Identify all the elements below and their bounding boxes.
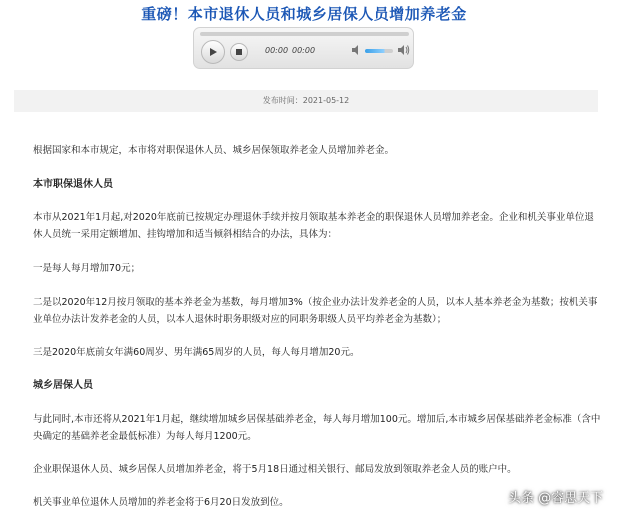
current-time: 00:00 bbox=[265, 46, 289, 55]
volume-slider[interactable] bbox=[365, 49, 393, 53]
paragraph: 企业职保退休人员、城乡居保人员增加养老金，将于5月18日通过相关银行、邮局发放到领取养老金人员的账户中。 bbox=[33, 464, 517, 475]
audio-player bbox=[193, 27, 414, 69]
volume-max-icon[interactable] bbox=[397, 44, 410, 56]
paragraph: 本市从2021年1月起,对2020年底前已按规定办理退休手续并按月领取基本养老金的职保退休人员增加养老金。企业和机关事业单位退 bbox=[33, 212, 594, 223]
publish-date: 发布时间：2021-05-12 bbox=[14, 90, 598, 112]
section-heading: 城乡居保人员 bbox=[33, 380, 93, 391]
stop-icon bbox=[235, 48, 243, 56]
audio-progress-bar[interactable] bbox=[200, 32, 409, 36]
paragraph: 机关事业单位退休人员增加的养老金将于6月20日发放到位。 bbox=[33, 497, 289, 508]
paragraph: 一是每人每月增加70元； bbox=[33, 263, 141, 274]
play-icon bbox=[208, 47, 218, 57]
paragraph: 业单位办法计发养老金的人员，以本人退休时职务职级对应的同职务职级人员平均养老金为基数）； bbox=[33, 314, 447, 325]
total-time: 00:00 bbox=[292, 46, 316, 55]
watermark-text: 头条 @睿思天下 bbox=[508, 491, 604, 506]
paragraph: 休人员统一采用定额增加、挂钩增加和适当倾斜相结合的办法，具体为： bbox=[33, 229, 338, 240]
volume-icon[interactable] bbox=[351, 44, 363, 56]
play-button[interactable] bbox=[201, 40, 225, 64]
page-title: 重磅！本市退休人员和城乡居保人员增加养老金 bbox=[141, 5, 467, 23]
paragraph: 根据国家和本市规定，本市将对职保退休人员、城乡居保领取养老金人员增加养老金。 bbox=[33, 145, 395, 156]
stop-button[interactable] bbox=[230, 43, 248, 61]
paragraph: 央确定的基础养老金最低标准）为每人每月1200元。 bbox=[33, 431, 257, 442]
paragraph: 三是2020年底前女年满60周岁、男年满65周岁的人员，每人每月增加20元。 bbox=[33, 347, 360, 358]
paragraph: 二是以2020年12月按月领取的基本养老金为基数，每月增加3%（按企业办法计发养老金的人员，以本人基本养老金为基数；按机关事 bbox=[33, 297, 598, 308]
paragraph: 与此同时,本市还将从2021年1月起，继续增加城乡居保基础养老金，每人每月增加100元。增加后,本市城乡居保基础养老金标准（含中 bbox=[33, 414, 601, 425]
section-heading: 本市职保退休人员 bbox=[33, 179, 113, 190]
watermark bbox=[508, 487, 603, 506]
